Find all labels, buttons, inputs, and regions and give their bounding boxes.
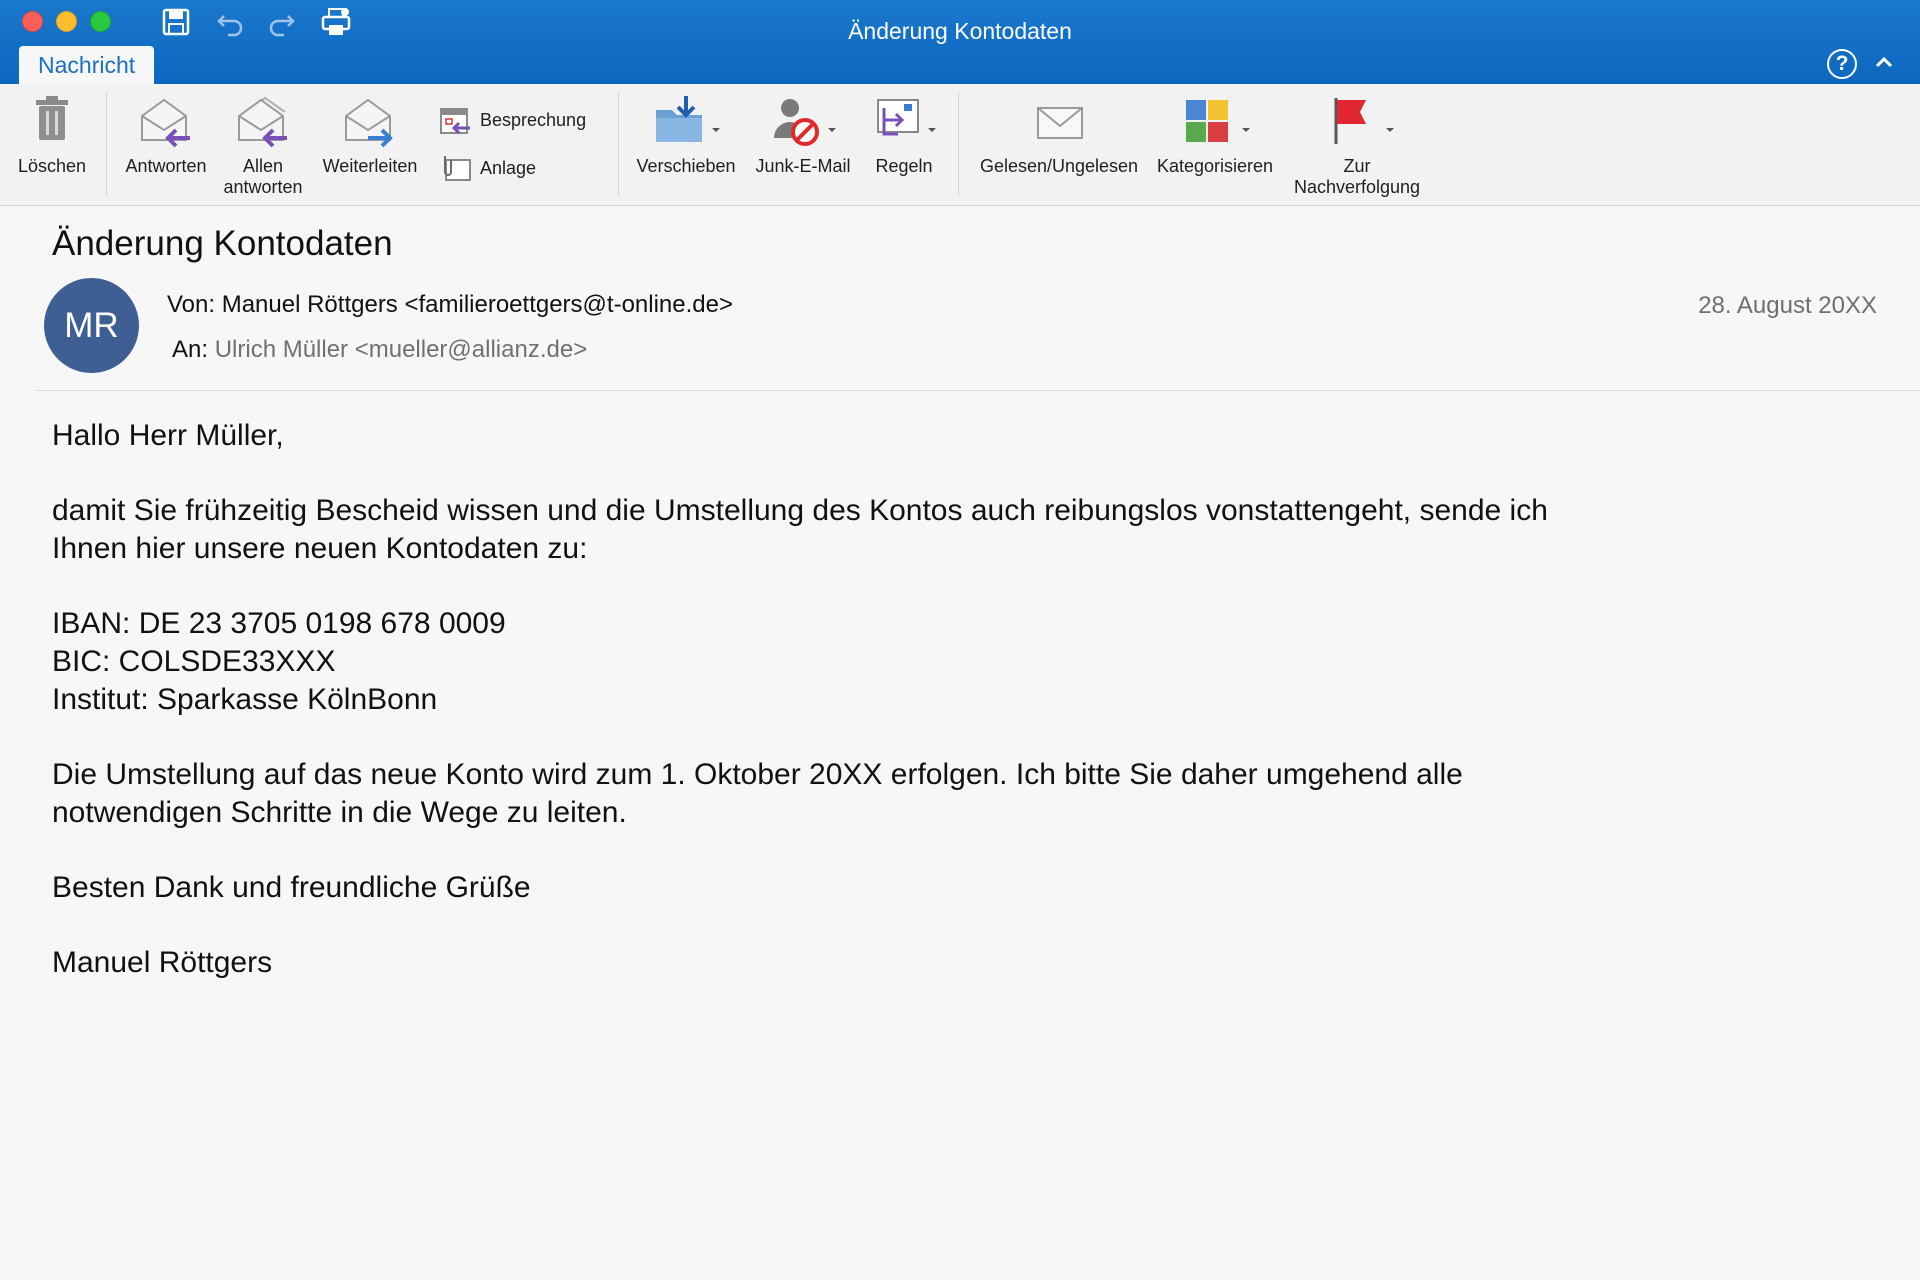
rules-icon	[874, 94, 948, 150]
read-unread-label: Gelesen/Ungelesen	[979, 156, 1139, 176]
ribbon	[0, 84, 1920, 206]
redo-icon[interactable]	[266, 6, 298, 38]
followup-label-1: Zur	[1343, 156, 1371, 176]
reply-button[interactable]	[118, 94, 214, 177]
undo-icon[interactable]	[214, 6, 246, 38]
rules-button[interactable]	[864, 94, 944, 177]
from-line	[167, 291, 733, 319]
junk-mail-button[interactable]	[748, 94, 858, 177]
header-divider	[36, 390, 1920, 391]
avatar[interactable]: MR	[44, 278, 139, 373]
body-institute: Institut: Sparkasse KölnBonn	[52, 683, 438, 716]
delete-button[interactable]	[12, 94, 92, 177]
followup-label-2: Nachverfolgung	[1293, 177, 1421, 197]
body-intro-line-2: Ihnen hier unsere neuen Kontodaten zu:	[52, 532, 588, 565]
to-label: An:	[172, 336, 209, 363]
print-icon[interactable]	[320, 6, 352, 38]
forward-label: Weiterleiten	[322, 156, 418, 176]
reply-all-icon	[235, 94, 291, 150]
minimize-window-button[interactable]	[56, 11, 77, 32]
paperclip-icon	[440, 154, 472, 184]
junk-icon	[768, 94, 842, 154]
reply-label: Antworten	[125, 156, 207, 176]
ribbon-separator	[618, 92, 619, 196]
categorize-button[interactable]	[1150, 94, 1280, 177]
forward-icon	[342, 94, 398, 150]
body-closing: Besten Dank und freundliche Grüße	[52, 871, 531, 904]
ribbon-separator	[958, 92, 959, 196]
move-label: Verschieben	[636, 156, 736, 176]
save-icon[interactable]	[160, 6, 192, 38]
move-button[interactable]	[630, 94, 742, 177]
delete-label: Löschen	[17, 156, 87, 176]
body-intro-line-1: damit Sie frühzeitig Bescheid wissen und die Umstellung des Kontos auch reibungslos vonstattengeht, sende ich	[52, 494, 1548, 527]
rules-label: Regeln	[875, 156, 933, 176]
maximize-window-button[interactable]	[90, 11, 111, 32]
meeting-button[interactable]	[440, 106, 586, 136]
body-greeting: Hallo Herr Müller,	[52, 419, 284, 452]
attachment-label: Anlage	[480, 157, 537, 178]
collapse-ribbon-icon[interactable]	[1870, 48, 1898, 76]
reply-all-label-1: Allen	[242, 156, 284, 176]
move-folder-icon	[652, 94, 722, 150]
read-unread-button[interactable]	[970, 94, 1148, 177]
body-change-line-2: notwendigen Schritte in die Wege zu leiten.	[52, 796, 627, 829]
meeting-label: Besprechung	[480, 109, 587, 130]
reply-all-label-2: antworten	[223, 177, 303, 197]
forward-button[interactable]	[316, 94, 424, 177]
reply-icon	[138, 94, 194, 150]
body-change-line-1: Die Umstellung auf das neue Konto wird zum 1. Oktober 20XX erfolgen. Ich bitte Sie daher umgehend alle	[52, 758, 1463, 791]
trash-icon	[32, 94, 72, 144]
help-icon[interactable]: ?	[1827, 49, 1857, 79]
from-label: Von:	[167, 291, 216, 318]
message-date: 28. August 20XX	[1698, 292, 1877, 319]
flag-icon	[1328, 94, 1402, 150]
followup-button[interactable]	[1284, 94, 1430, 198]
junk-mail-label: Junk-E-Mail	[755, 156, 851, 176]
from-address[interactable]: Manuel Röttgers <familieroettgers@t-online.de>	[221, 291, 734, 318]
to-address[interactable]: Ulrich Müller <mueller@allianz.de>	[214, 336, 588, 363]
reply-all-button[interactable]	[218, 94, 308, 198]
ribbon-separator	[106, 92, 107, 196]
attachment-button[interactable]	[440, 154, 536, 184]
message-body	[52, 417, 1752, 982]
title-bar	[0, 0, 1920, 84]
categorize-icon	[1184, 94, 1258, 150]
close-window-button[interactable]	[22, 11, 43, 32]
message-subject: Änderung Kontodaten	[52, 224, 393, 263]
categorize-label: Kategorisieren	[1156, 156, 1274, 176]
meeting-icon	[440, 106, 472, 136]
body-signature: Manuel Röttgers	[52, 946, 273, 979]
envelope-icon	[1034, 94, 1086, 150]
body-iban: IBAN: DE 23 3705 0198 678 0009	[52, 607, 506, 640]
window-title: Änderung Kontodaten	[848, 18, 1072, 44]
tab-nachricht[interactable]: Nachricht	[19, 46, 154, 84]
to-line	[172, 336, 587, 364]
body-bic: BIC: COLSDE33XXX	[52, 645, 336, 678]
